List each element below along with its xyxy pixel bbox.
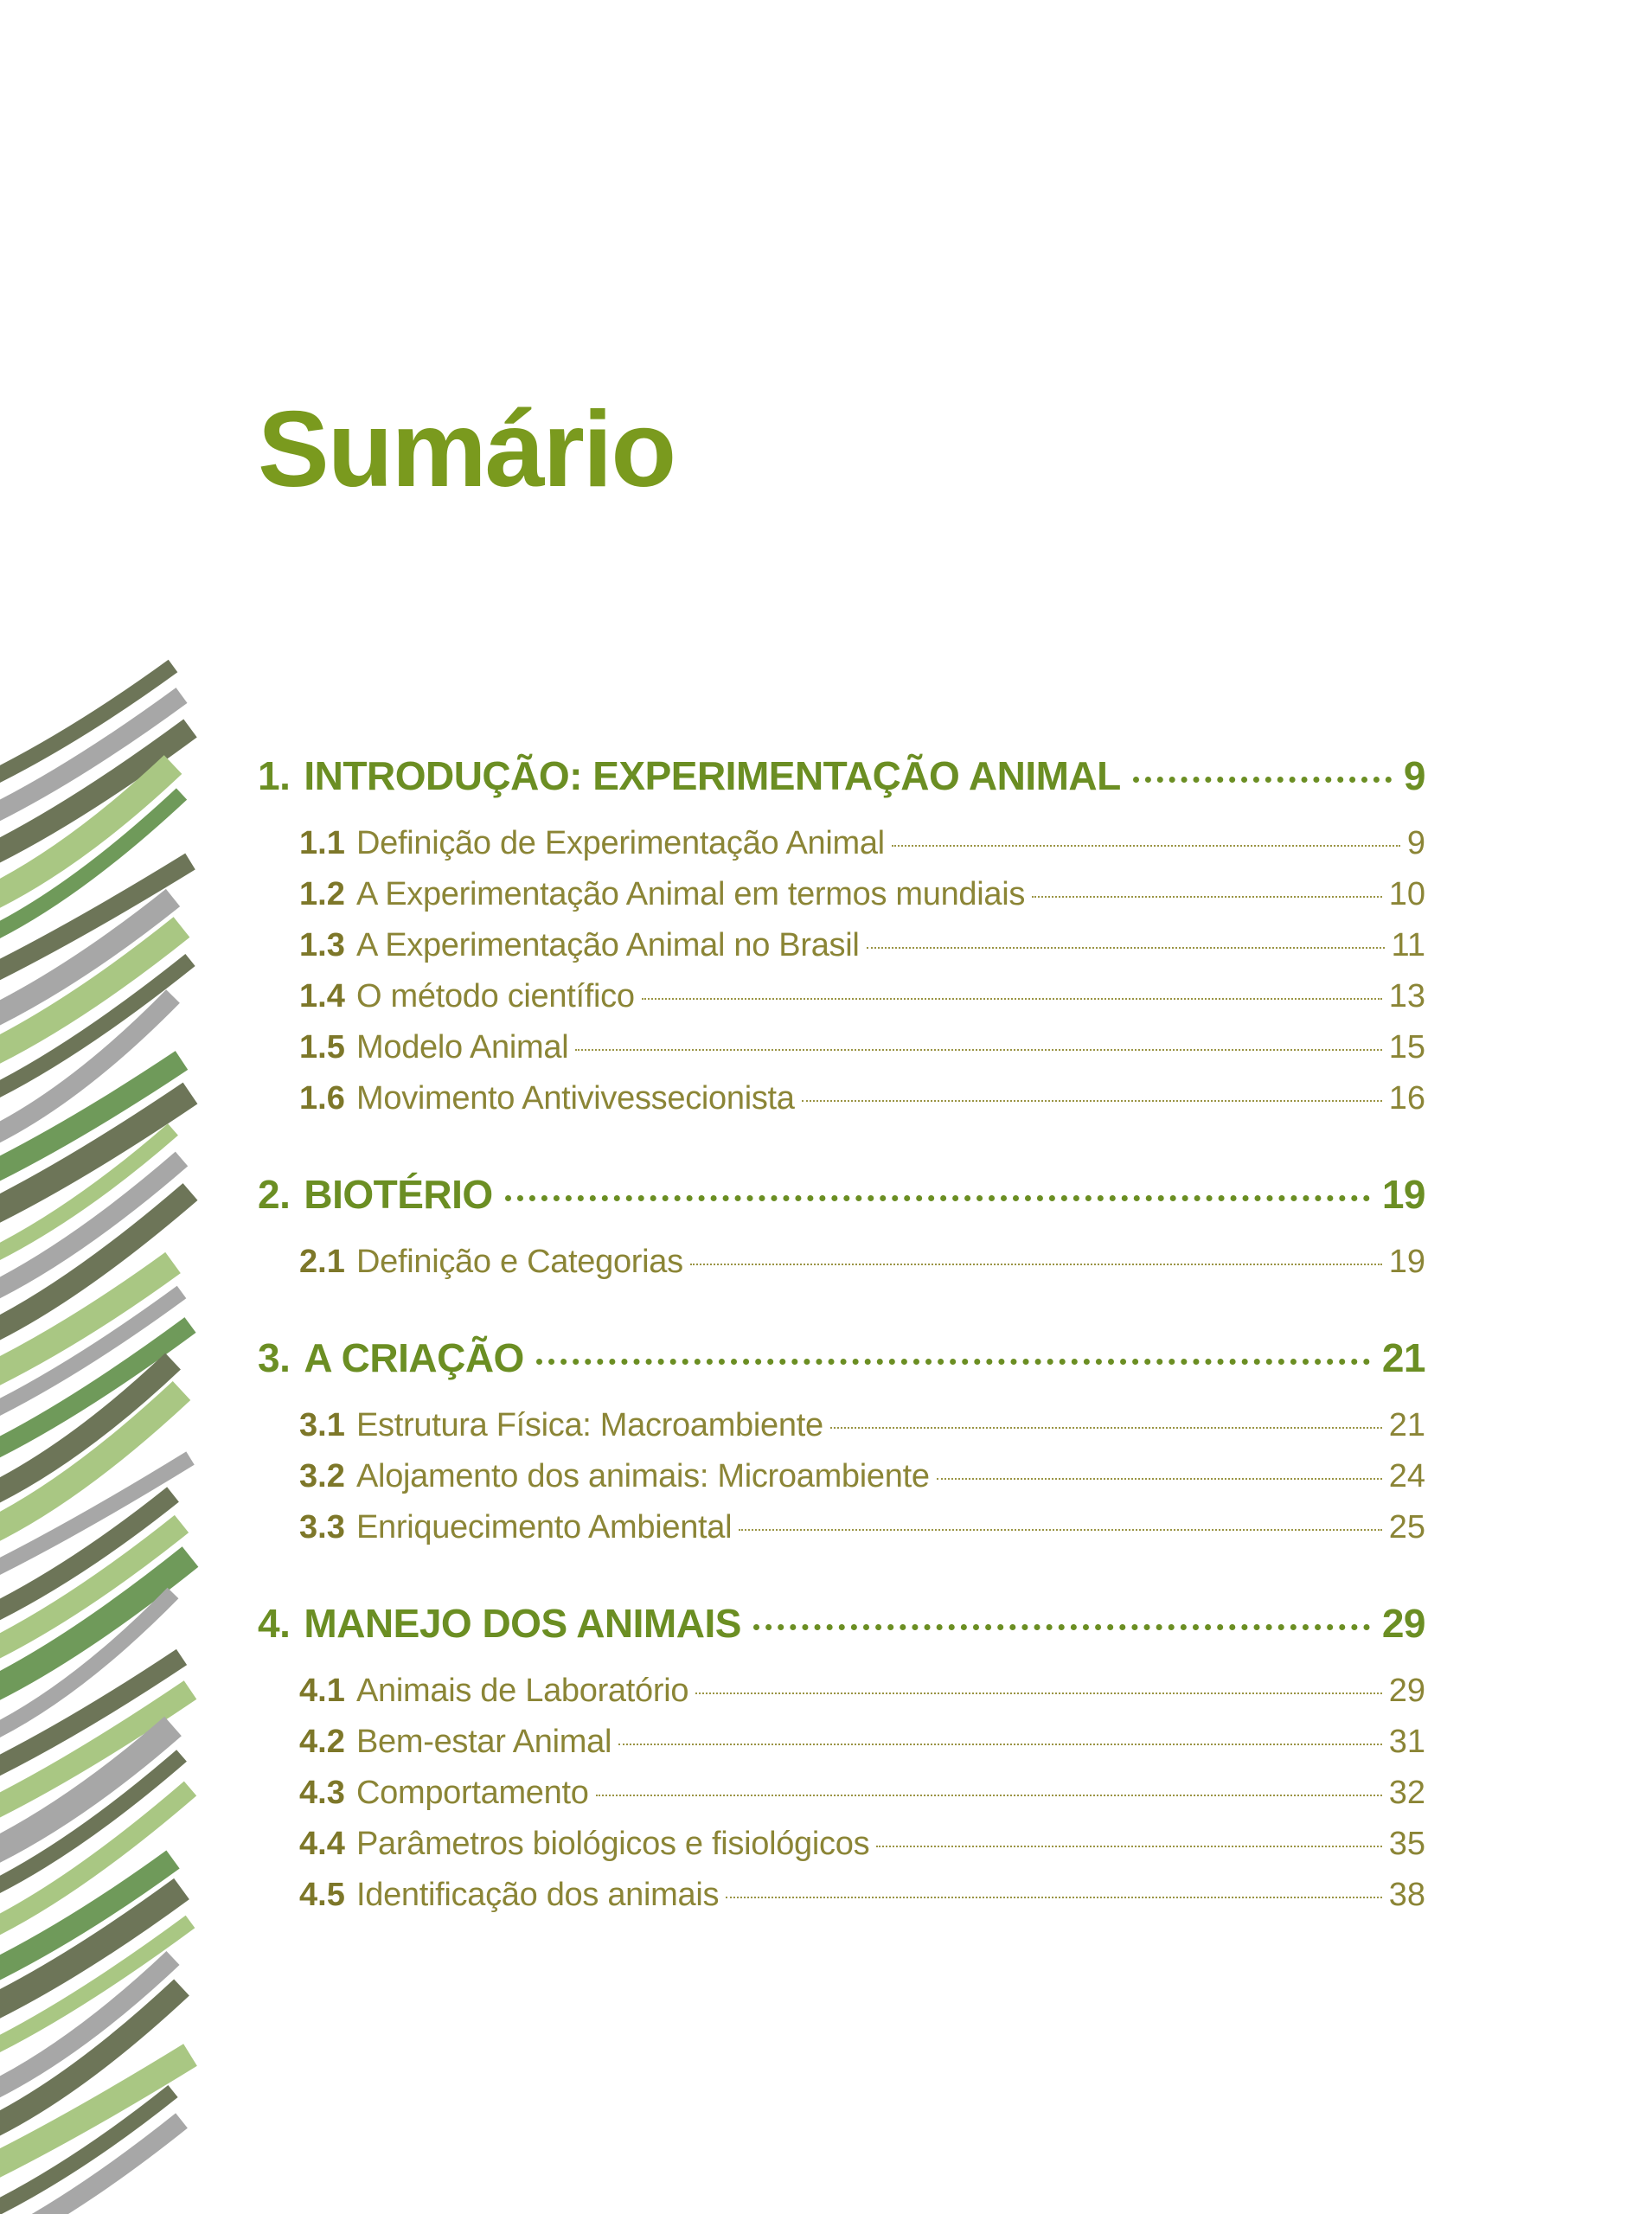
section-page-number: 29 <box>1381 1601 1425 1646</box>
toc-section-heading[interactable] <box>258 1171 1425 1225</box>
dot-leader <box>596 1795 1382 1796</box>
toc-section-3 <box>258 1334 1425 1560</box>
toc-entry[interactable] <box>258 1775 1425 1826</box>
toc-entry[interactable] <box>258 1407 1425 1458</box>
entry-title: Comportamento <box>356 1775 589 1811</box>
toc-entry[interactable] <box>258 825 1425 876</box>
entry-number: 1.5 <box>299 1029 345 1065</box>
toc-entry[interactable] <box>258 1080 1425 1131</box>
entry-title: A Experimentação Animal em termos mundiais <box>356 876 1026 912</box>
section-title: INTRODUÇÃO: EXPERIMENTAÇÃO ANIMAL <box>304 753 1121 798</box>
toc-entry[interactable] <box>258 1509 1425 1560</box>
entry-page-number: 21 <box>1388 1407 1425 1443</box>
entry-page-number: 31 <box>1388 1724 1425 1760</box>
toc-entry[interactable] <box>258 978 1425 1029</box>
toc-entry[interactable] <box>258 1029 1425 1080</box>
toc-entry[interactable] <box>258 1826 1425 1877</box>
entry-title: Definição e Categorias <box>356 1244 683 1280</box>
entry-number: 1.3 <box>299 927 345 963</box>
entry-page-number: 13 <box>1388 978 1425 1014</box>
entry-page-number: 24 <box>1388 1458 1425 1494</box>
entry-number: 4.4 <box>299 1826 345 1862</box>
dot-leader <box>937 1478 1382 1480</box>
dot-leader <box>690 1264 1382 1265</box>
entry-title: Movimento Antivivessecionista <box>356 1080 795 1117</box>
dot-leader <box>739 1529 1381 1531</box>
entry-number: 3.1 <box>299 1407 345 1443</box>
entry-title: A Experimentação Animal no Brasil <box>356 927 860 963</box>
entry-number: 3.3 <box>299 1509 345 1545</box>
entry-page-number: 29 <box>1388 1673 1425 1709</box>
entry-title: Parâmetros biológicos e fisiológicos <box>356 1826 870 1862</box>
table-of-contents <box>258 752 1425 1968</box>
entry-title: Definição de Experimentação Animal <box>356 825 885 861</box>
entry-number: 1.1 <box>299 825 345 861</box>
entry-number: 4.5 <box>299 1877 345 1913</box>
toc-entry[interactable] <box>258 1244 1425 1295</box>
dot-leader <box>753 1624 1370 1630</box>
section-title: A CRIAÇÃO <box>304 1335 524 1380</box>
dot-leader <box>1133 777 1392 783</box>
toc-entry[interactable] <box>258 1877 1425 1928</box>
dot-leader <box>536 1359 1370 1365</box>
entry-title: Bem-estar Animal <box>356 1724 612 1760</box>
toc-section-heading[interactable] <box>258 1334 1425 1388</box>
dot-leader <box>505 1195 1370 1201</box>
entry-number: 1.6 <box>299 1080 345 1117</box>
entry-title: Estrutura Física: Macroambiente <box>356 1407 823 1443</box>
entry-title: O método científico <box>356 978 635 1014</box>
toc-section-1 <box>258 752 1425 1131</box>
entry-page-number: 11 <box>1391 927 1425 963</box>
entry-title: Animais de Laboratório <box>356 1673 689 1709</box>
dot-leader <box>892 845 1400 847</box>
dot-leader <box>695 1692 1382 1694</box>
toc-entry[interactable] <box>258 1458 1425 1509</box>
section-number: 3. <box>258 1335 291 1380</box>
dot-leader <box>867 947 1385 949</box>
entry-page-number: 16 <box>1388 1080 1425 1117</box>
entry-number: 4.3 <box>299 1775 345 1811</box>
toc-section-heading[interactable] <box>258 1600 1425 1654</box>
entry-title: Alojamento dos animais: Microambiente <box>356 1458 930 1494</box>
entry-title: Enriquecimento Ambiental <box>356 1509 733 1545</box>
dot-leader <box>618 1744 1382 1745</box>
section-page-number: 9 <box>1403 753 1425 798</box>
entry-page-number: 25 <box>1388 1509 1425 1545</box>
entry-number: 1.4 <box>299 978 345 1014</box>
entry-page-number: 38 <box>1388 1877 1425 1913</box>
dot-leader <box>642 998 1382 1000</box>
dot-leader <box>876 1846 1381 1847</box>
section-number: 1. <box>258 753 291 798</box>
dot-leader <box>802 1100 1382 1102</box>
dot-leader <box>726 1897 1382 1898</box>
section-title: MANEJO DOS ANIMAIS <box>304 1601 741 1646</box>
toc-section-heading[interactable] <box>258 752 1425 806</box>
entry-title: Identificação dos animais <box>356 1877 720 1913</box>
entry-page-number: 10 <box>1388 876 1425 912</box>
entry-number: 2.1 <box>299 1244 345 1280</box>
entry-page-number: 32 <box>1388 1775 1425 1811</box>
entry-number: 1.2 <box>299 876 345 912</box>
page-title: Sumário <box>258 390 676 509</box>
entry-number: 3.2 <box>299 1458 345 1494</box>
section-page-number: 19 <box>1381 1172 1425 1217</box>
leaf-stripes-decoration <box>0 0 225 2214</box>
section-number: 4. <box>258 1601 291 1646</box>
section-title: BIOTÉRIO <box>304 1172 493 1217</box>
section-number: 2. <box>258 1172 291 1217</box>
section-page-number: 21 <box>1381 1335 1425 1380</box>
entry-title: Modelo Animal <box>356 1029 569 1065</box>
toc-entry[interactable] <box>258 927 1425 978</box>
dot-leader <box>1032 896 1382 898</box>
toc-entry[interactable] <box>258 1724 1425 1775</box>
toc-section-4 <box>258 1600 1425 1928</box>
entry-page-number: 15 <box>1388 1029 1425 1065</box>
dot-leader <box>575 1049 1381 1051</box>
dot-leader <box>830 1427 1382 1429</box>
entry-page-number: 35 <box>1388 1826 1425 1862</box>
toc-section-2 <box>258 1171 1425 1295</box>
toc-entry[interactable] <box>258 876 1425 927</box>
toc-entry[interactable] <box>258 1673 1425 1724</box>
entry-page-number: 19 <box>1388 1244 1425 1280</box>
entry-number: 4.1 <box>299 1673 345 1709</box>
entry-page-number: 9 <box>1406 825 1425 861</box>
entry-number: 4.2 <box>299 1724 345 1760</box>
